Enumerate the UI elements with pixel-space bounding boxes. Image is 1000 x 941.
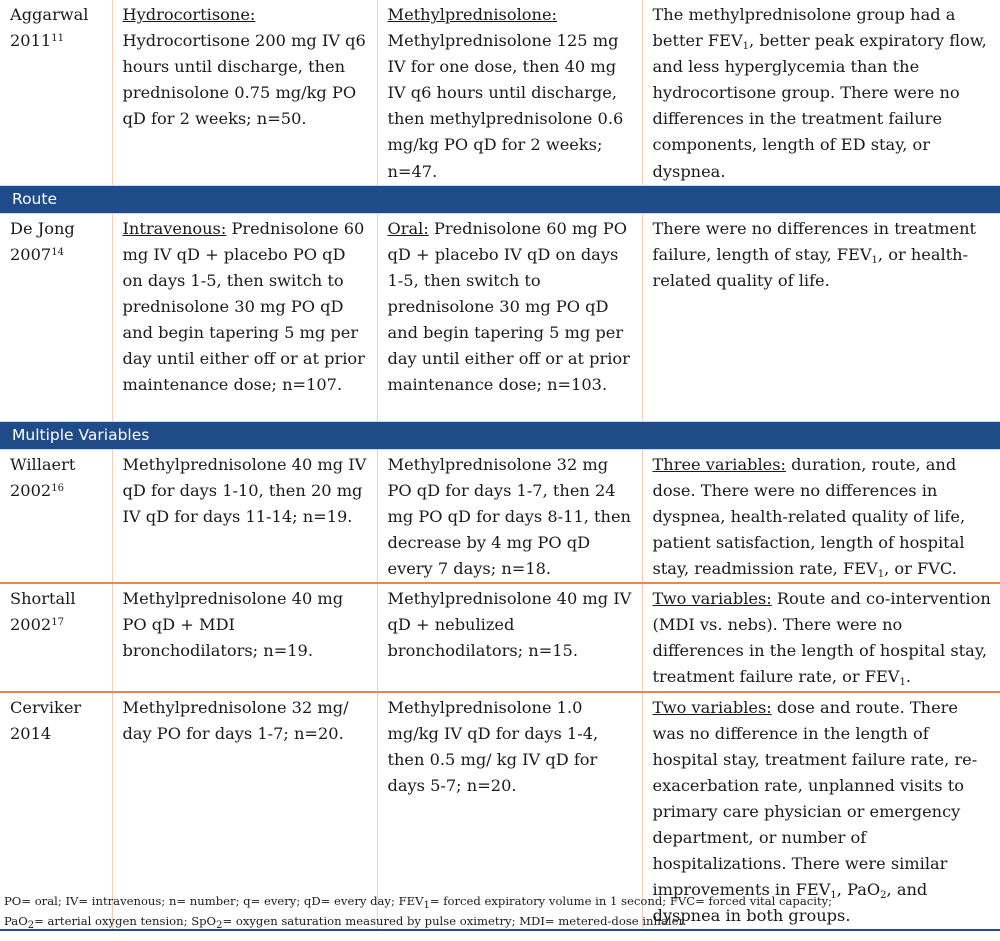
arm-description: Methylprednisolone 40 mg IV qD for days 1-10, then 20 mg IV qD for days 11-14; n=19. [122, 454, 367, 526]
arm-one-cell [112, 213, 377, 421]
arm-label: Oral: [387, 218, 429, 238]
subscript: 2 [216, 920, 223, 931]
table-row [0, 449, 1000, 583]
outcome-text: , or health-related quality of life. [652, 244, 969, 290]
footnote-text: PO= oral; IV= intravenous; n= number; q= every; qD= every day; FEV [4, 894, 424, 908]
study-year: 2011 [10, 31, 52, 51]
arm-description: Methylprednisolone 125 mg IV for one dose, then 40 mg IV q6 hours until discharge, then methylprednisolone 0.6 mg/kg PO qD for 2 weeks; n=47. [387, 31, 624, 181]
footnote-text: PaO [4, 914, 28, 928]
subscript: 1 [742, 41, 750, 53]
arm-description: Prednisolone 60 mg PO qD + placebo IV qD on days 1-5, then switch to prednisolone 30 mg PO qD and begin tapering 5 mg per day until either off or at prior maintenance dose; n=103. [387, 218, 630, 395]
outcome-text: Route and co-intervention (MDI vs. nebs). There were no differences in the length of hospital stay, treatment failure rate, or FEV [652, 589, 991, 687]
study-cell [0, 0, 112, 185]
subscript: 1 [871, 254, 878, 266]
outcome-text: The methylprednisolone group had a better FEV [652, 5, 956, 51]
outcome-text: dose and route. There was no difference in the length of hospital stay, treatment failure rate, re-exacerbation rate, unplanned visits to primary care physician or emergency department, or number of hospitalizations. There were similar improvements in FEV [652, 697, 978, 900]
arm-description: Prednisolone 60 mg IV qD + placebo PO qD on days 1-5, then switch to prednisolone 30 mg PO qD and begin tapering 5 mg per day until either off or at prior maintenance dose; n=107. [122, 218, 365, 395]
study-year: 2002 [10, 480, 52, 500]
study-cell [0, 583, 112, 691]
reference-number: 16 [51, 482, 64, 494]
outcome-cell [642, 0, 1000, 185]
outcome-text: , or FVC. [884, 559, 957, 579]
study-name: Willaert [10, 454, 76, 474]
outcome-text: , and dyspnea in both groups. [652, 880, 928, 926]
arm-description: Methylprednisolone 32 mg/ day PO for days 1-7; n=20. [122, 697, 349, 743]
study-name: Shortall [10, 589, 76, 609]
arm-description: Methylprednisolone 40 mg IV qD + nebulized bronchodilators; n=15. [387, 589, 632, 661]
arm-one-cell [112, 449, 377, 583]
arm-two-cell [377, 449, 642, 583]
arm-label: Methylprednisolone: [387, 5, 557, 24]
outcome-text: . [905, 667, 912, 687]
subscript: 1 [877, 569, 885, 581]
study-cell [0, 213, 112, 421]
study-year: 2007 [10, 244, 52, 264]
footnote-line [4, 891, 994, 911]
section-header-row [0, 185, 1000, 213]
footnote-text: = oxygen saturation measured by pulse oximetry; MDI= metered-dose inhaler. [222, 914, 687, 928]
outcome-text: , better peak expiratory flow, and less hyperglycemia than the hydrocortisone group. There were no differences in the treatment failure components, length of ED stay, or dyspnea. [652, 31, 987, 181]
study-cell [0, 449, 112, 583]
reference-number: 17 [51, 617, 64, 629]
footnote-line [4, 911, 994, 931]
arm-one-cell [112, 583, 377, 691]
table-row [0, 0, 1000, 185]
arm-two-cell [377, 213, 642, 421]
arm-description: Methylprednisolone 40 mg PO qD + MDI bronchodilators; n=19. [122, 589, 344, 661]
table-row [0, 213, 1000, 421]
table-footnote [4, 891, 994, 931]
reference-number: 11 [51, 33, 64, 45]
subscript: 2 [880, 890, 887, 902]
footnote-text: = arterial oxygen tension; SpO [34, 914, 217, 928]
subscript: 2 [27, 920, 35, 931]
footnote-text: = forced expiratory volume in 1 second; FVC= forced vital capacity; [429, 894, 833, 908]
outcome-cell [642, 213, 1000, 421]
arm-description: Hydrocortisone 200 mg IV q6 hours until discharge, then prednisolone 0.75 mg/kg PO qD for 2 weeks; n=50. [122, 31, 366, 129]
outcome-cell [642, 449, 1000, 583]
reference-number: 14 [51, 246, 64, 258]
study-name: Cerviker [10, 697, 82, 717]
arm-two-cell [377, 583, 642, 691]
section-header-row [0, 421, 1000, 449]
section-title: Multiple Variables [0, 421, 1000, 449]
arm-one-cell [112, 0, 377, 185]
arm-description: Methylprednisolone 32 mg PO qD for days 1-7, then 24 mg PO qD for days 8-11, then decrease by 4 mg PO qD every 7 days; n=18. [387, 454, 631, 579]
outcome-label: Two variables: [652, 697, 772, 717]
subscript: 1 [899, 677, 906, 689]
outcome-cell [642, 583, 1000, 691]
subscript: 1 [830, 890, 837, 902]
study-name: De Jong [10, 218, 75, 238]
table-row [0, 583, 1000, 691]
arm-description: Methylprednisolone 1.0 mg/kg IV qD for days 1-4, then 0.5 mg/ kg IV qD for days 5-7; n=20. [387, 697, 599, 795]
subscript: 1 [423, 900, 430, 911]
study-year: 2002 [10, 615, 52, 635]
outcome-label: Three variables: [652, 454, 787, 474]
outcome-text: , PaO [836, 880, 881, 900]
study-name: Aggarwal [10, 5, 89, 24]
arm-label: Intravenous: [122, 218, 227, 238]
outcome-label: Two variables: [652, 589, 772, 609]
outcome-text: There were no differences in treatment failure, length of stay, FEV [652, 218, 977, 264]
study-year: 2014 [10, 723, 52, 743]
section-title: Route [0, 185, 1000, 213]
arm-two-cell [377, 0, 642, 185]
outcome-text: duration, route, and dose. There were no differences in dyspnea, health-related quality of life, patient satisfaction, length of hospital stay, readmission rate, FEV [652, 454, 966, 579]
arm-label: Hydrocortisone: [122, 5, 256, 24]
